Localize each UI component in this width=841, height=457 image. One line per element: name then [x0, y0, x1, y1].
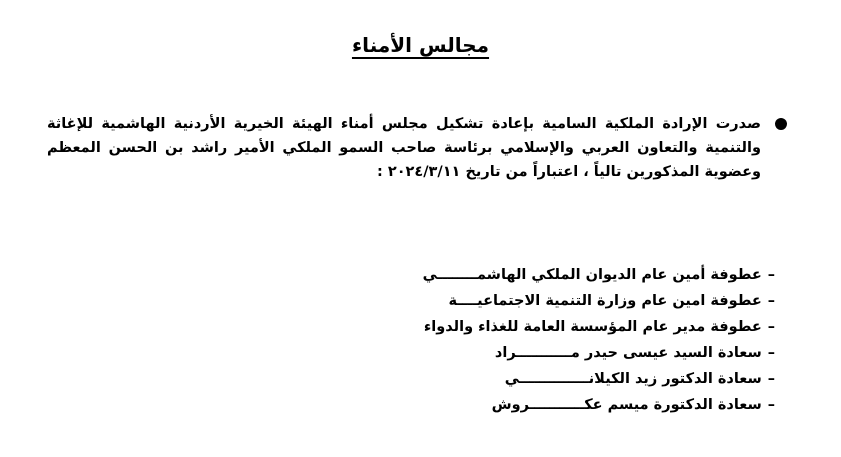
dash-icon: –	[767, 319, 775, 335]
member-name: عطوفة أمين عام الديوان الملكي الهاشمــــــــي	[422, 267, 762, 283]
member-name: سعادة الدكتورة ميسم عكـــــــــــروش	[491, 397, 762, 413]
dash-icon: –	[767, 267, 775, 283]
member-item	[375, 288, 775, 314]
member-item	[375, 366, 775, 392]
member-item	[375, 262, 775, 288]
members-list	[375, 262, 775, 418]
document-title: مجالس الأمناء	[351, 33, 490, 58]
announcement-paragraph	[47, 112, 787, 184]
dash-icon: –	[767, 293, 775, 309]
member-name: سعادة السيد عيسى حيدر مـــــــــــراد	[494, 345, 762, 361]
member-item	[375, 392, 775, 418]
member-item	[375, 340, 775, 366]
member-name: سعادة الدكتور زيد الكيلانــــــــــــــي	[504, 371, 762, 387]
member-name: عطوفة مدير عام المؤسسة العامة للغذاء والدواء	[423, 319, 762, 335]
dash-icon: –	[767, 371, 775, 387]
announcement-text: صدرت الإرادة الملكية السامية بإعادة تشكيل مجلس أمناء الهيئة الخيرية الأردنية الهاشمية للإغاثة والتنمية والتعاون العربي والإسلامي برئاسة صاحب السمو الملكي الأمير راشد بن الحسن المعظم وعضوية المذكورين تالياً ، اعتباراً من تاريخ ٢٠٢٤/٣/١١ :	[47, 116, 761, 180]
bullet-icon	[775, 118, 787, 130]
dash-icon: –	[767, 345, 775, 361]
member-name: عطوفة امين عام وزارة التنمية الاجتماعيــــة	[448, 293, 762, 309]
member-item	[375, 314, 775, 340]
dash-icon: –	[767, 397, 775, 413]
